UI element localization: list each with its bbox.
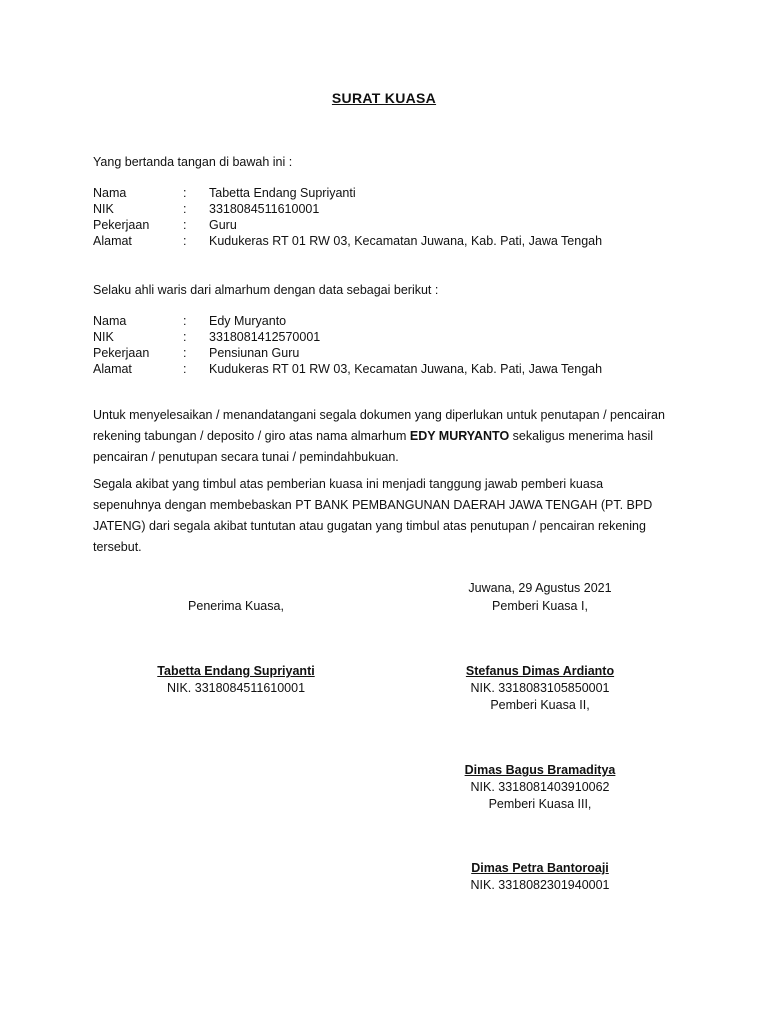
recipient-signature-block — [136, 663, 336, 697]
place-date: Juwana, 29 Agustus 2021 — [468, 581, 612, 595]
separator: : — [183, 314, 187, 328]
label-nik: NIK — [93, 202, 114, 216]
document-title: SURAT KUASA — [331, 90, 437, 106]
deceased-name-bold: EDY MURYANTO — [409, 429, 510, 443]
recipient-nik: NIK. 3318084511610001 — [166, 681, 306, 695]
label-nama: Nama — [93, 186, 127, 200]
separator: : — [183, 346, 187, 360]
deceased-identity-block — [93, 313, 693, 377]
grantor-nama-row — [93, 185, 693, 201]
grantor-nik-row — [93, 201, 693, 217]
separator: : — [183, 234, 187, 248]
deceased-alamat-value: Kudukeras RT 01 RW 03, Kecamatan Juwana, Kab. Pati, Jawa Tengah — [209, 362, 603, 376]
recipient-role: Penerima Kuasa, — [188, 599, 284, 613]
deceased-nik-value: 3318081412570001 — [209, 330, 321, 344]
grantor-1-nik: NIK. 3318083105850001 — [470, 681, 610, 695]
grantor-3-name: Dimas Petra Bantoroaji — [471, 861, 609, 875]
deceased-nama-row — [93, 313, 693, 329]
grantor-3-nik: NIK. 3318082301940001 — [470, 878, 610, 892]
grantor-2-nik: NIK. 3318081403910062 — [470, 780, 610, 794]
separator: : — [183, 362, 187, 376]
label-alamat: Alamat — [93, 362, 132, 376]
deceased-pekerjaan-value: Pensiunan Guru — [209, 346, 300, 360]
separator: : — [183, 186, 187, 200]
label-pekerjaan: Pekerjaan — [93, 346, 150, 360]
grantor-1-signature-block — [440, 663, 640, 714]
deceased-nik-row — [93, 329, 693, 345]
grantor-nik-value: 3318084511610001 — [209, 202, 320, 216]
deceased-pekerjaan-row — [93, 345, 693, 361]
separator: : — [183, 330, 187, 344]
grantor-alamat-value: Kudukeras RT 01 RW 03, Kecamatan Juwana, Kab. Pati, Jawa Tengah — [209, 234, 603, 248]
intro-text: Yang bertanda tangan di bawah ini : — [93, 155, 293, 169]
separator: : — [183, 218, 187, 232]
recipient-name: Tabetta Endang Supriyanti — [157, 664, 315, 678]
purpose-paragraph — [93, 405, 673, 468]
liability-paragraph: Segala akibat yang timbul atas pemberian kuasa ini menjadi tanggung jawab pemberi kuasa sepenuhnya dengan membebaskan PT BANK PEMBANGUNAN DAERAH JAWA TENGAH (PT. BPD JATENG) dari segala akibat tuntutan atau gugatan yang timbul atas penutupan / pencairan rekening tersebut. — [93, 477, 653, 554]
deceased-nama-value: Edy Muryanto — [209, 314, 287, 328]
label-alamat: Alamat — [93, 234, 132, 248]
grantor-2-signature-block — [440, 762, 640, 813]
purpose-text-end: sekaligus menerima hasil pencairan / penutupan secara tunai / pemindahbukuan. — [93, 429, 654, 464]
purpose-text-start: Untuk menyelesaikan / menandatangani segala dokumen yang diperlukan untuk penutapan / pencairan rekening tabungan / deposito / giro atas nama almarhum — [93, 408, 665, 443]
heir-intro-text: Selaku ahli waris dari almarhum dengan data sebagai berikut : — [93, 283, 439, 297]
grantor-1-role: Pemberi Kuasa I, — [492, 599, 588, 613]
separator: : — [183, 202, 187, 216]
grantor-3-role: Pemberi Kuasa III, — [488, 797, 592, 811]
grantor-1-name: Stefanus Dimas Ardianto — [465, 664, 615, 678]
label-nik: NIK — [93, 330, 114, 344]
grantor-pekerjaan-row — [93, 217, 693, 233]
grantor-alamat-row — [93, 233, 693, 249]
grantor-2-name: Dimas Bagus Bramaditya — [464, 763, 616, 777]
label-pekerjaan: Pekerjaan — [93, 218, 150, 232]
grantor-pekerjaan-value: Guru — [209, 218, 237, 232]
label-nama: Nama — [93, 314, 127, 328]
grantor-3-signature-block — [440, 860, 640, 894]
grantor-identity-block — [93, 185, 693, 249]
grantor-nama-value: Tabetta Endang Supriyanti — [209, 186, 356, 200]
deceased-alamat-row — [93, 361, 693, 377]
grantor-2-role: Pemberi Kuasa II, — [490, 698, 590, 712]
